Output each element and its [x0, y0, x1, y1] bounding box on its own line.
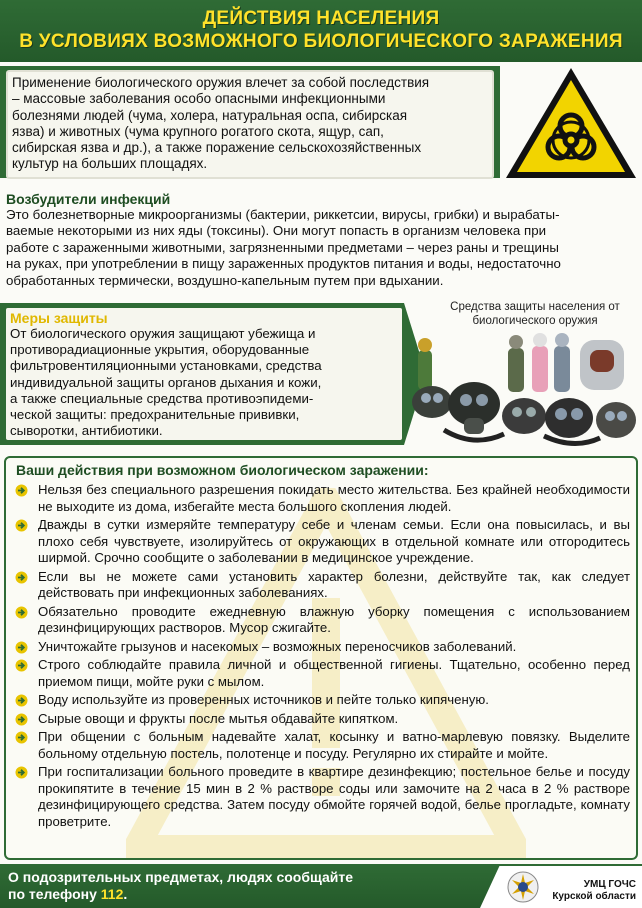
pathogens-line: ваемые некоторыми из них яды (токсины). Они могут попасть в организм человека при	[6, 223, 547, 239]
list-item	[10, 764, 630, 830]
arrow-bullet-icon	[15, 571, 28, 584]
protective-gear-image	[404, 330, 640, 450]
emergency-emblem-icon	[506, 870, 540, 904]
list-item	[10, 729, 630, 762]
footer-line-prefix: по телефону	[8, 886, 101, 902]
pathogens-line: работе с зараженными животными, загрязненными предметами – через раны и трещины	[6, 239, 559, 255]
protection-line: противорадиационные укрытия, оборудованные	[10, 342, 310, 358]
actions-list	[10, 482, 630, 832]
arrow-bullet-icon	[15, 606, 28, 619]
footer-notice	[8, 869, 353, 903]
header-banner	[0, 0, 642, 62]
arrow-bullet-icon	[15, 766, 28, 779]
footer-line-suffix: .	[123, 886, 128, 902]
protection-section	[6, 308, 402, 440]
protection-line: индивидуальной защиты органов дыхания и кожи,	[10, 374, 322, 390]
action-text: Строго соблюдайте правила личной и общественной гигиены. Тщательно, особенно перед приемом пищи, мойте руки с мылом.	[38, 657, 630, 689]
protection-line: фильтровентиляционными установками, средства	[10, 358, 322, 374]
list-item	[10, 482, 630, 515]
caption-line: биологического оружия	[472, 315, 598, 327]
action-text: При госпитализации больного проведите в квартире дезинфекцию; постельное белье и посуду прокипятите в течение 15 мин в 2 % растворе соды или замочите на 2 часа в 2 % растворе дезинфицирующего средства. Затем посуду обмойте горячей водой, белье прогладьте, комнату проветрите.	[38, 764, 630, 829]
protection-line: сыворотки, антибиотики.	[10, 423, 163, 439]
biohazard-icon	[502, 64, 640, 182]
protective-gear-caption	[440, 300, 630, 328]
actions-box	[4, 456, 638, 860]
footer-line: О подозрительных предметах, людях сообщайте	[8, 869, 354, 885]
org-line: Курской области	[552, 891, 636, 902]
list-item	[10, 569, 630, 602]
intro-line: язва) и животных (чума крупного рогатого скота, ящур, сап,	[12, 123, 384, 139]
actions-heading: Ваши действия при возможном биологическом заражении:	[16, 462, 429, 478]
intro-paragraph	[6, 70, 494, 179]
list-item	[10, 604, 630, 637]
action-text: Дважды в сутки измеряйте температуру себе и членам семьи. Если она повысилась, и вы плохо себя чувствуете, изолируйтесь от окружающих в отдельной комнате или отгородитесь ширмой. Срочно сообщите о заболевании в медицинское учреждение.	[38, 517, 630, 565]
action-text: Если вы не можете сами установить характер болезни, действуйте так, как следует действовать при инфекционных заболеваниях.	[38, 568, 630, 600]
org-line: УМЦ ГОЧС	[583, 879, 636, 890]
arrow-bullet-icon	[15, 713, 28, 726]
intro-line: сибирская язва и др.), а также поражение сельскохозяйственных	[12, 140, 422, 156]
page-title-line1: ДЕЙСТВИЯ НАСЕЛЕНИЯ	[202, 8, 440, 29]
pathogens-heading: Возбудители инфекций	[6, 191, 171, 207]
action-text: Уничтожайте грызунов и насекомых – возможных переносчиков заболеваний.	[38, 638, 517, 654]
protection-heading: Меры защиты	[10, 310, 108, 326]
arrow-bullet-icon	[15, 694, 28, 707]
protection-line: ческой защиты: предохранительные прививки,	[10, 407, 300, 423]
intro-line: культур на больших площадях.	[12, 156, 208, 172]
pathogens-line: Это болезнетворные микроорганизмы (бактерии, риккетсии, вирусы, грибки) и вырабаты-	[6, 207, 560, 222]
arrow-bullet-icon	[15, 641, 28, 654]
list-item	[10, 711, 630, 728]
action-text: Воду используйте из проверенных источников и пейте только кипяченую.	[38, 692, 489, 707]
action-text: При общении с больным надевайте халат, косынку и ватно-марлевую повязку. Выделите больному отдельную постель, полотенце и посуду. Регулярно их стирайте и мойте.	[38, 729, 630, 761]
pathogens-section	[6, 191, 636, 289]
caption-line: Средства защиты населения от	[450, 301, 620, 313]
intro-line: болезнями людей (чума, холера, натуральная оспа, сибирская	[12, 107, 408, 123]
list-item	[10, 657, 630, 690]
action-text: Обязательно проводите ежедневную влажную уборку помещения с использованием дезинфицирующих растворов. Мусор сжигайте.	[38, 603, 630, 635]
pathogens-text	[6, 207, 636, 289]
page-title-line2: В УСЛОВИЯХ ВОЗМОЖНОГО БИОЛОГИЧЕСКОГО ЗАРАЖЕНИЯ	[19, 31, 623, 52]
pathogens-line: на руках, при употреблении в пищу зараженных продуктов питания и воды, недостаточно	[6, 256, 561, 272]
action-text: Сырые овощи и фрукты после мытья обдавайте кипятком.	[38, 710, 399, 726]
intro-line: – массовые заболевания особо опасными инфекционными	[12, 91, 386, 107]
arrow-bullet-icon	[15, 519, 28, 532]
list-item	[10, 639, 630, 656]
arrow-bullet-icon	[15, 484, 28, 497]
protection-text	[10, 326, 398, 439]
footer-line	[8, 886, 353, 903]
list-item	[10, 692, 630, 709]
protection-line: а также специальные средства противоэпидеми-	[10, 390, 314, 406]
protection-line: От биологического оружия защищают убежища и	[10, 326, 316, 341]
pathogens-line: обработанных термически, воздушно-капельным путем при вдыхании.	[6, 272, 444, 288]
phone-number: 112	[100, 886, 124, 902]
hazmat-suit-figures	[418, 333, 624, 392]
organization-name	[546, 879, 636, 903]
action-text: Нельзя без специального разрешения покидать место жительства. Без крайней необходимости не выходите из дома, избегайте места большого скопления людей.	[38, 482, 630, 514]
intro-line: Применение биологического оружия влечет за собой последствия	[12, 75, 430, 90]
arrow-bullet-icon	[15, 659, 28, 672]
list-item	[10, 517, 630, 567]
arrow-bullet-icon	[15, 731, 28, 744]
gas-masks	[412, 382, 636, 444]
